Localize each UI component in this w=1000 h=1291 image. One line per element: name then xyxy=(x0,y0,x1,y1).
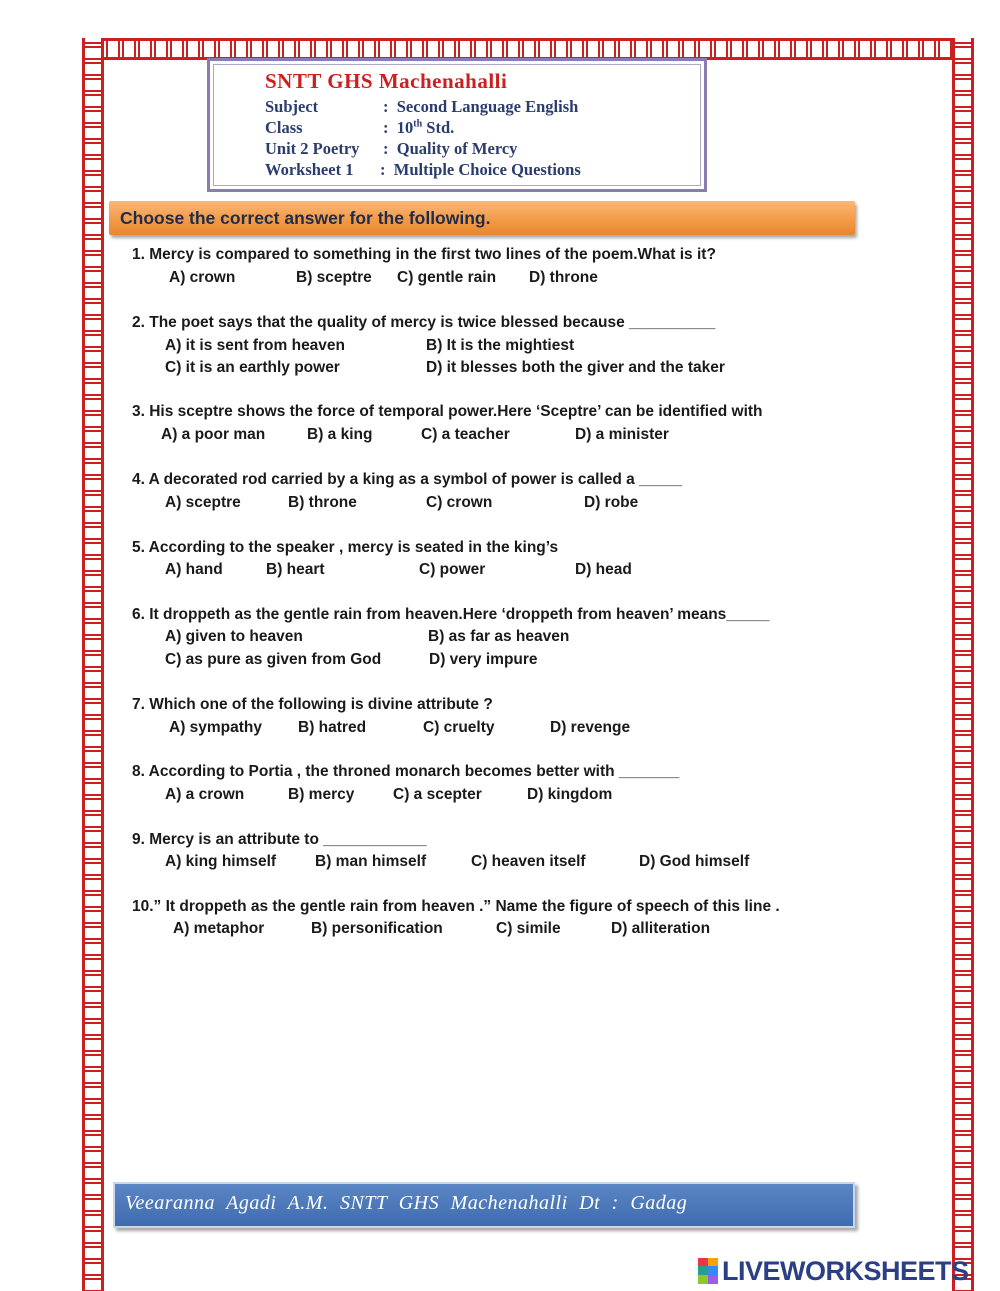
question-text: 7. Which one of the following is divine attribute ? xyxy=(132,696,493,713)
header-label: Unit 2 Poetry xyxy=(265,139,360,158)
header-row-worksheet xyxy=(265,160,581,180)
option-b[interactable]: B) personification xyxy=(311,920,443,937)
header-label: Worksheet 1 xyxy=(265,160,354,179)
option-a[interactable]: A) crown xyxy=(169,269,236,286)
author-credit: Veearanna Agadi A.M. SNTT GHS Machenahalli Dt : Gadag xyxy=(125,1192,688,1214)
liveworksheets-logo[interactable] xyxy=(698,1256,969,1286)
header-sep: : xyxy=(383,118,389,137)
option-c[interactable]: C) it is an earthly power xyxy=(165,359,340,376)
header-sep: : xyxy=(383,139,389,158)
option-a[interactable]: A) a poor man xyxy=(161,426,266,443)
option-d[interactable]: D) God himself xyxy=(639,853,750,870)
option-d[interactable]: D) throne xyxy=(529,269,598,286)
header-row-subject xyxy=(265,97,578,117)
header-value: 10 xyxy=(396,118,414,137)
header-label: Subject xyxy=(265,97,319,116)
question-text: 3. His sceptre shows the force of temporal power.Here ‘Sceptre’ can be identified with xyxy=(132,403,763,420)
question-text: 1. Mercy is compared to something in the first two lines of the poem.What is it? xyxy=(132,246,716,263)
option-c[interactable]: C) a teacher xyxy=(421,426,510,443)
option-d[interactable]: D) head xyxy=(575,561,632,578)
option-b[interactable]: B) a king xyxy=(307,426,373,443)
option-c[interactable]: C) a scepter xyxy=(393,786,482,803)
option-c[interactable]: C) simile xyxy=(496,920,561,937)
option-d[interactable]: D) a minister xyxy=(575,426,669,443)
question-text: 5. According to the speaker , mercy is seated in the king’s xyxy=(132,539,559,556)
option-c[interactable]: C) heaven itself xyxy=(471,853,586,870)
option-a[interactable]: A) metaphor xyxy=(173,920,265,937)
option-a[interactable]: A) sympathy xyxy=(169,719,263,736)
decorative-border-right xyxy=(952,38,974,1291)
option-a[interactable]: A) given to heaven xyxy=(165,628,303,645)
option-b[interactable]: B) sceptre xyxy=(296,269,372,286)
option-c[interactable]: C) crown xyxy=(426,494,493,511)
option-c[interactable]: C) cruelty xyxy=(423,719,495,736)
option-d[interactable]: D) revenge xyxy=(550,719,631,736)
question-text: 8. According to Portia , the throned monarch becomes better with _______ xyxy=(132,763,680,780)
author-footer xyxy=(113,1182,855,1228)
liveworksheets-wordmark: LIVEWORKSHEETS xyxy=(722,1255,969,1286)
question-text: 9. Mercy is an attribute to ____________ xyxy=(132,831,427,848)
option-c[interactable]: C) gentle rain xyxy=(397,269,497,286)
option-a[interactable]: A) sceptre xyxy=(165,494,241,511)
option-b[interactable]: B) throne xyxy=(288,494,357,511)
option-b[interactable]: B) heart xyxy=(266,561,325,578)
option-b[interactable]: B) It is the mightiest xyxy=(426,337,575,354)
option-d[interactable]: D) very impure xyxy=(429,651,538,668)
header-sep: : xyxy=(380,160,386,179)
option-b[interactable]: B) hatred xyxy=(298,719,367,736)
option-c[interactable]: C) as pure as given from God xyxy=(165,651,382,668)
school-name: SNTT GHS Machenahalli xyxy=(265,69,508,93)
decorative-border-top xyxy=(82,38,974,60)
header-sep: : xyxy=(383,97,389,116)
question-text: 10.” It droppeth as the gentle rain from heaven .” Name the figure of speech of this line . xyxy=(132,898,780,915)
header-label: Class xyxy=(265,118,303,137)
question-text: 2. The poet says that the quality of mercy is twice blessed because __________ xyxy=(132,314,716,331)
question-text: 6. It droppeth as the gentle rain from heaven.Here ‘droppeth from heaven’ means_____ xyxy=(132,606,770,623)
instruction-text: Choose the correct answer for the following. xyxy=(120,208,491,228)
header-row-unit xyxy=(265,139,517,159)
header-value: Second Language English xyxy=(396,97,579,116)
worksheet-header xyxy=(207,58,707,192)
option-b[interactable]: B) mercy xyxy=(288,786,355,803)
header-value-suffix: Std. xyxy=(422,118,455,137)
option-d[interactable]: D) robe xyxy=(584,494,639,511)
option-d[interactable]: D) alliteration xyxy=(611,920,711,937)
option-d[interactable]: D) kingdom xyxy=(527,786,613,803)
option-a[interactable]: A) it is sent from heaven xyxy=(165,337,346,354)
option-c[interactable]: C) power xyxy=(419,561,486,578)
option-a[interactable]: A) king himself xyxy=(165,853,277,870)
option-d[interactable]: D) it blesses both the giver and the taker xyxy=(426,359,725,376)
instruction-banner xyxy=(109,201,855,235)
option-b[interactable]: B) man himself xyxy=(315,853,427,870)
option-b[interactable]: B) as far as heaven xyxy=(428,628,570,645)
option-a[interactable]: A) hand xyxy=(165,561,223,578)
option-a[interactable]: A) a crown xyxy=(165,786,245,803)
header-value: Quality of Mercy xyxy=(396,139,518,158)
liveworksheets-blocks-icon xyxy=(698,1258,718,1284)
header-row-class xyxy=(265,118,454,138)
question-text: 4. A decorated rod carried by a king as a symbol of power is called a _____ xyxy=(132,471,683,488)
header-value-sup: th xyxy=(413,118,423,130)
decorative-border-left xyxy=(82,38,104,1291)
header-value: Multiple Choice Questions xyxy=(393,160,581,179)
